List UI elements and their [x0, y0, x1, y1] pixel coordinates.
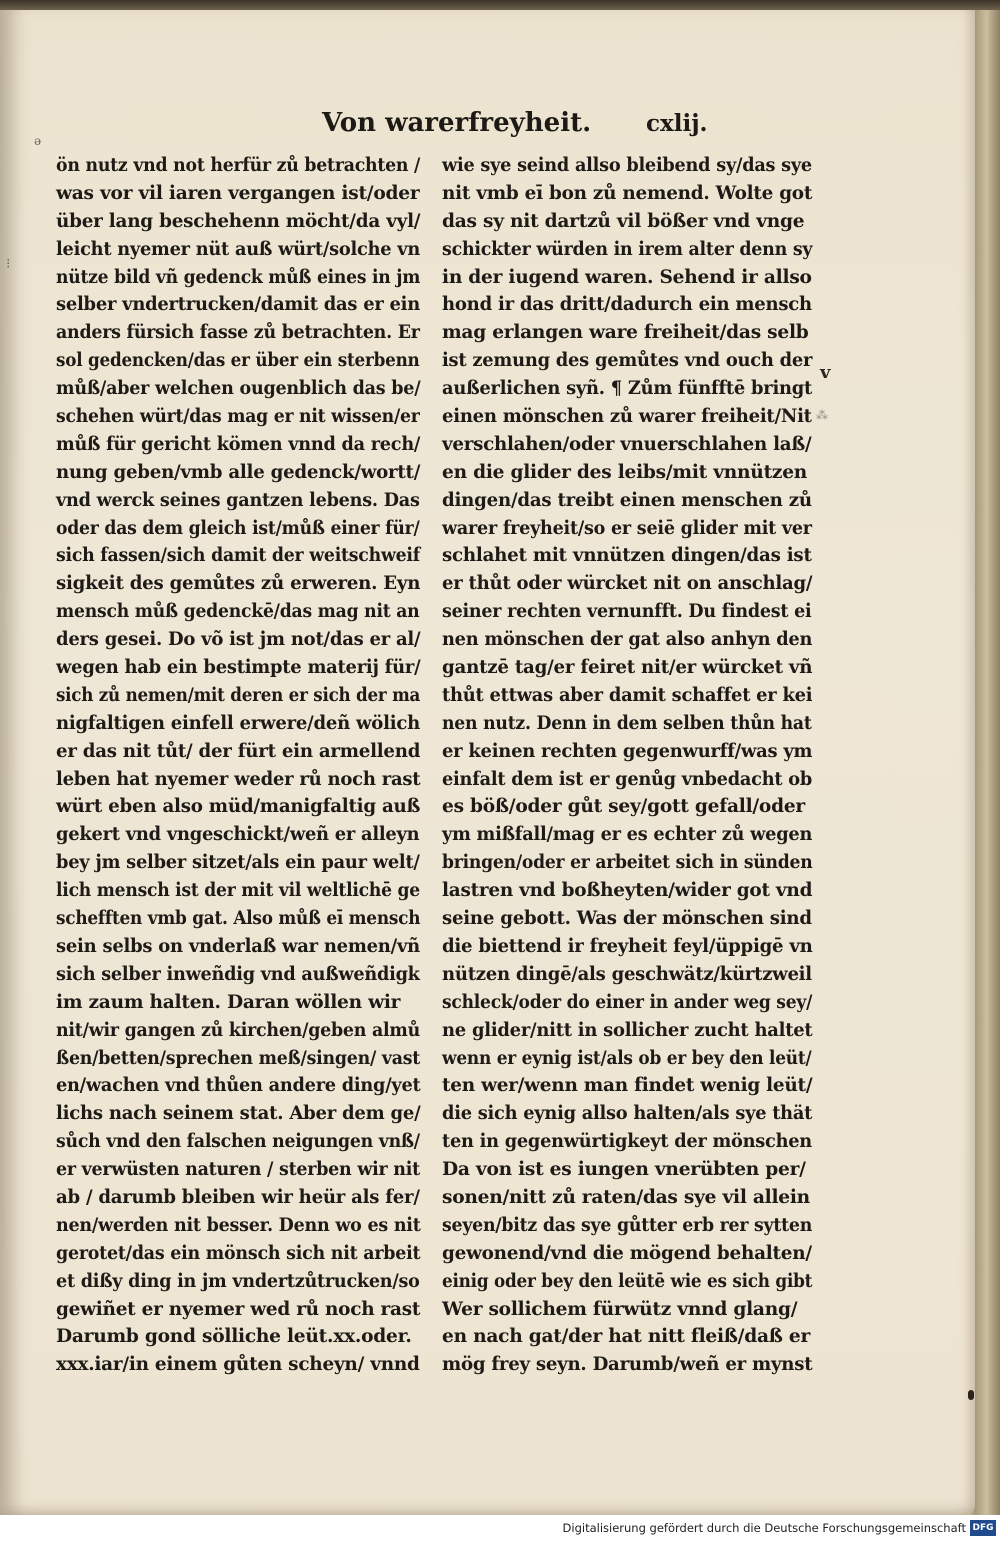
text-line: ten in gegenwürtigkeyt der mönschen	[442, 1131, 812, 1153]
text-line: ym mißfall/mag er es echter zů wegen	[442, 824, 813, 846]
text-line: nen nutz. Denn in dem selben thůn hat	[442, 712, 812, 734]
text-line: er keinen rechten gegenwurff/was ym	[442, 740, 813, 762]
text-line: seine gebott. Was der mönschen sind	[442, 908, 812, 930]
text-line: ab / darumb bleiben wir heür als fer/	[56, 1186, 420, 1208]
text-line: verschlahen/oder vnuerschlahen laß/	[442, 433, 812, 455]
text-line: ön nutz vnd not herfür zů betrachten /	[56, 155, 421, 176]
margin-mark: ⁝	[6, 256, 11, 272]
text-line: leicht nyemer nüt auß würt/solche vn	[56, 238, 421, 260]
text-line: schickter würden in irem alter denn sy	[442, 238, 813, 260]
text-line: er das nit tůt/ der fürt ein armellend	[56, 740, 421, 762]
text-line: ten wer/wenn man findet wenig leüt/	[442, 1075, 813, 1097]
text-line: ders gesei. Do võ ist jm not/das er al/	[56, 629, 421, 651]
text-line: en/wachen vnd thůen andere ding/yet	[56, 1075, 421, 1097]
text-line: anders fürsich fasse zů betrachten. Er	[56, 322, 420, 344]
text-line: im zaum halten. Daran wöllen wir	[56, 991, 401, 1013]
text-line: einig oder bey den leütē wie es sich gibt	[442, 1270, 813, 1292]
text-line: schlahet mit vnnützen dingen/das ist	[442, 545, 812, 567]
text-line: nigfaltigen einfell erwere/deñ wölich	[56, 712, 420, 734]
text-line: wegen hab ein bestimpte materij für/	[56, 657, 421, 679]
text-line: gerotet/das ein mönsch sich nit arbeit	[56, 1242, 421, 1264]
text-line: leben hat nyemer weder rů noch rast	[56, 768, 421, 790]
text-line: vnd werck seines gantzen lebens. Das	[56, 489, 420, 511]
text-line: nit vmb eī bon zů nemend. Wolte got	[442, 182, 813, 204]
text-line: můß für gericht kömen vnnd da rech/	[56, 433, 421, 455]
text-line: seyen/bitz das sye gůtter erb rer sytten	[442, 1214, 813, 1236]
text-line: ßen/betten/sprechen meß/singen/ vast	[56, 1047, 421, 1069]
text-line: schefften vmb gat. Also můß eī mensch	[56, 908, 421, 930]
running-title: Von warerfreyheit.	[322, 108, 592, 138]
ink-spot	[968, 1390, 974, 1400]
text-line: einfalt dem ist er genůg vnbedacht ob	[442, 768, 813, 790]
text-line: gewiñet er nyemer wed rů noch rast	[56, 1298, 421, 1320]
text-line: ne glider/nitt in sollicher zucht haltet	[442, 1019, 813, 1041]
text-line: außerlichen syñ. ¶ Zům fünfftē bringt	[442, 378, 813, 400]
text-line: seiner rechten vernunfft. Du findest ei	[442, 601, 812, 623]
text-line: gantzē tag/er feiret nit/er würcket vñ	[442, 657, 813, 679]
text-line: Da von ist es iungen vnerübten per/	[442, 1159, 806, 1181]
dfg-logo: DFG	[970, 1520, 996, 1536]
margin-mark: ⁂	[816, 408, 828, 422]
text-line: můß/aber welchen ougenblich das be/	[56, 378, 421, 400]
text-line: oder das dem gleich ist/můß einer für/	[56, 517, 420, 539]
text-column-left	[56, 152, 420, 1379]
text-line: mensch můß gedenckē/das mag nit an	[56, 601, 420, 623]
text-line: en nach gat/der hat nitt fleiß/daß er	[442, 1326, 810, 1348]
text-line: sůch vnd den falschen neigungen vnß/	[56, 1131, 420, 1153]
margin-mark: v	[820, 362, 831, 383]
text-line: schehen würt/das mag er nit wissen/er	[56, 406, 420, 428]
text-line: gekert vnd vngeschickt/weñ er alleyn	[56, 824, 420, 846]
text-line: selber vndertrucken/damit das er ein	[56, 294, 421, 316]
text-line: würt eben also müd/manigfaltig auß	[56, 796, 421, 818]
text-line: lastren vnd boßheyten/wider got vnd	[442, 880, 813, 902]
text-line: die biettend ir freyheit feyl/üppigē vn	[442, 935, 813, 957]
text-line: über lang beschehenn möcht/da vyl/	[56, 210, 421, 232]
text-line: wenn er eynig ist/als ob er bey den leüt/	[442, 1047, 812, 1069]
text-line: sol gedencken/das er über ein sterbenn	[56, 350, 420, 372]
text-line: sein selbs on vnderlaß war nemen/vñ	[56, 935, 420, 957]
text-line: thůt ettwas aber damit schaffet er kei	[442, 684, 813, 706]
text-line: es böß/oder gůt sey/gott gefall/oder	[442, 796, 805, 818]
text-line: mag erlangen ware freiheit/das selb	[442, 322, 809, 344]
text-line: nen/werden nit besser. Denn wo es nit	[56, 1214, 421, 1236]
text-line: das sy nit dartzů vil bößer vnd vnge	[442, 210, 805, 232]
text-line: hond ir das dritt/dadurch ein mensch	[442, 294, 812, 316]
text-line: einen mönschen zů warer freiheit/Nit	[442, 406, 812, 428]
text-line: lich mensch ist der mit vil weltlichē ge	[56, 880, 420, 902]
text-line: sich selber inweñdig vnd außweñdigk	[56, 963, 420, 985]
scan-top-edge	[0, 0, 1000, 10]
margin-mark: ə	[34, 134, 42, 148]
text-line: gewonend/vnd die mögend behalten/	[442, 1242, 812, 1264]
text-line: en die glider des leibs/mit vnnützen	[442, 461, 808, 483]
text-line: warer freyheit/so er seiē glider mit ver	[442, 517, 812, 539]
digitization-credit: Digitalisierung gefördert durch die Deutsche Forschungsgemeinschaft	[562, 1521, 966, 1535]
folio-number: cxlij.	[646, 110, 708, 137]
text-line: nit/wir gangen zů kirchen/geben almů	[56, 1019, 421, 1041]
text-line: er verwüsten naturen / sterben wir nit	[56, 1159, 420, 1181]
text-line: Wer sollichem fürwütz vnnd glang/	[442, 1298, 798, 1320]
text-line: bey jm selber sitzet/als ein paur welt/	[56, 852, 420, 874]
text-line: lichs nach seinem stat. Aber dem ge/	[56, 1103, 421, 1125]
text-line: sigkeit des gemůtes zů erweren. Eyn	[56, 573, 421, 595]
text-line: die sich eynig allso halten/als sye thät	[442, 1103, 813, 1125]
text-line: wie sye seind allso bleibend sy/das sye	[442, 155, 812, 176]
text-line: dingen/das treibt einen menschen zů	[442, 489, 812, 511]
text-line: nen mönschen der gat also anhyn den	[442, 629, 813, 651]
text-line: xxx.iar/in einem gůten scheyn/ vnnd	[56, 1354, 420, 1376]
text-line: in der iugend waren. Sehend ir allso	[442, 266, 812, 288]
text-line: sich zů nemen/mit deren er sich der ma	[56, 684, 421, 706]
text-line: nung geben/vmb alle gedenck/wortt/	[56, 461, 421, 483]
text-line: ist zemung des gemůtes vnd ouch der	[442, 350, 813, 372]
text-line: mög frey seyn. Darumb/weñ er mynst	[442, 1354, 813, 1376]
text-line: er thůt oder würcket nit on anschlag/	[442, 573, 813, 595]
text-column-right	[442, 152, 812, 1379]
text-line: was vor vil iaren vergangen ist/oder	[56, 182, 420, 204]
text-line: sich fassen/sich damit der weitschweif	[56, 545, 420, 567]
text-line: bringen/oder er arbeitet sich in sünden	[442, 852, 813, 874]
text-line: et dißy ding in jm vndertzůtrucken/so	[56, 1270, 420, 1292]
text-line: nützen dingē/als geschwätz/kürtzweil	[442, 963, 812, 985]
text-line: sonen/nitt zů raten/das sye vil allein	[442, 1186, 810, 1208]
running-head	[322, 108, 742, 148]
text-line: nütze bild vñ gedenck můß eines in jm	[56, 266, 421, 288]
text-line: schleck/oder do einer in ander weg sey/	[442, 991, 813, 1013]
text-line: Darumb gond sölliche leüt.xx.oder.	[56, 1326, 412, 1348]
